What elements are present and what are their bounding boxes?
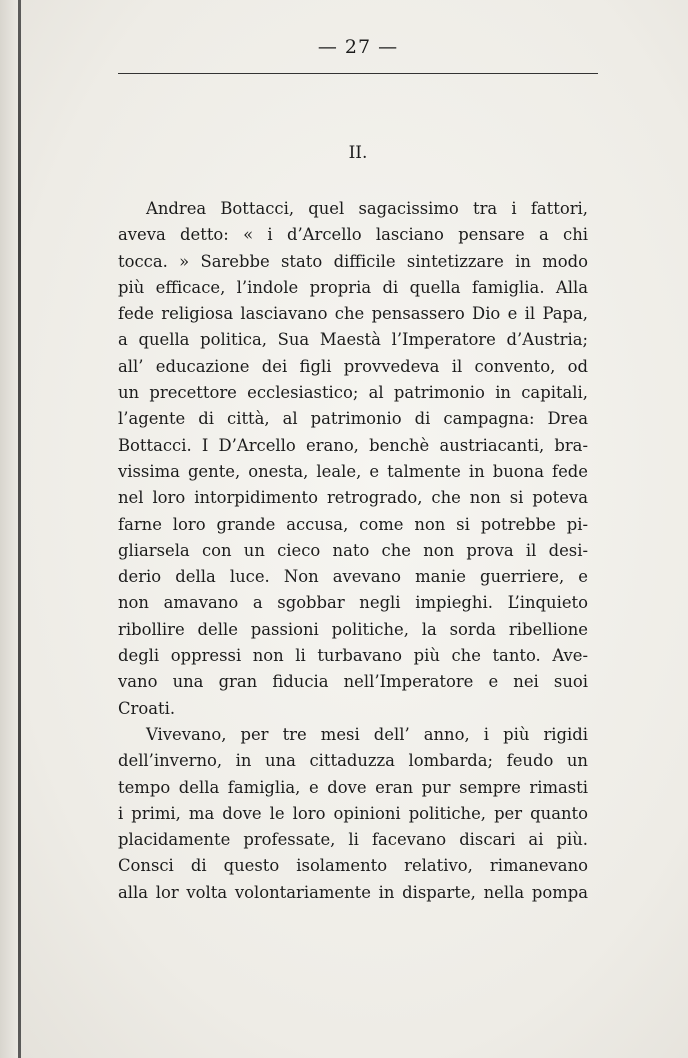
text-line: ribollire delle passioni politiche, la sorda ribellione <box>118 619 588 639</box>
text-line: Vivevano, per tre mesi dell’ anno, i più rigidi <box>146 724 588 744</box>
text-line: vano una gran fiducia nell’Imperatore e nei suoi <box>118 672 588 692</box>
page-number: — 27 — <box>317 36 399 58</box>
text-line: vissima gente, onesta, leale, e talmente in buona fede <box>118 461 588 481</box>
text-line: tempo della famiglia, e dove eran pur sempre rimasti <box>118 777 588 797</box>
text-line: alla lor volta volontariamente in disparte, nella pompa <box>118 882 588 902</box>
body-text <box>118 196 588 906</box>
text-line: Consci di questo isolamento relativo, rimanevano <box>118 856 588 876</box>
text-line: l’agente di città, al patrimonio di campagna: Drea <box>118 409 588 429</box>
text-line: gliarsela con un cieco nato che non prova il desi- <box>118 540 588 560</box>
page-binding-edge <box>18 0 21 1058</box>
text-line: Croati. <box>118 698 176 718</box>
text-line: Andrea Bottacci, quel sagacissimo tra i fattori, <box>146 199 588 218</box>
text-line: degli oppressi non li turbavano più che tanto. Ave- <box>118 646 588 666</box>
text-line: all’ educazione dei figli provvedeva il convento, od <box>118 356 588 376</box>
text-line: tocca. » Sarebbe stato difficile sintetizzare in modo <box>118 251 588 271</box>
text-line: un precettore ecclesiastico; al patrimonio in capitali, <box>118 383 588 403</box>
text-line: fede religiosa lasciavano che pensassero Dio e il Papa, <box>118 304 588 324</box>
text-line: farne loro grande accusa, come non si potrebbe pi- <box>118 514 588 534</box>
text-line: derio della luce. Non avevano manie guerriere, e <box>118 567 588 587</box>
text-line: a quella politica, Sua Maestà l’Imperatore d’Austria; <box>118 330 588 350</box>
text-line: aveva detto: « i d’Arcello lasciano pensare a chi <box>118 225 588 245</box>
header-rule <box>118 73 598 74</box>
text-line: dell’inverno, in una cittaduzza lombarda; feudo un <box>118 751 588 771</box>
text-line: più efficace, l’indole propria di quella famiglia. Alla <box>118 277 588 297</box>
text-line: placidamente professate, li facevano discari ai più. <box>118 830 588 850</box>
page-binding-shadow <box>0 0 18 1058</box>
chapter-heading: II. <box>348 143 368 163</box>
text-line: Bottacci. I D’Arcello erano, benchè austriacanti, bra- <box>118 435 588 455</box>
text-line: non amavano a sgobbar negli impieghi. L’inquieto <box>118 593 588 613</box>
text-line: nel loro intorpidimento retrogrado, che non si poteva <box>118 488 588 508</box>
text-line: i primi, ma dove le loro opinioni politiche, per quanto <box>118 803 588 823</box>
